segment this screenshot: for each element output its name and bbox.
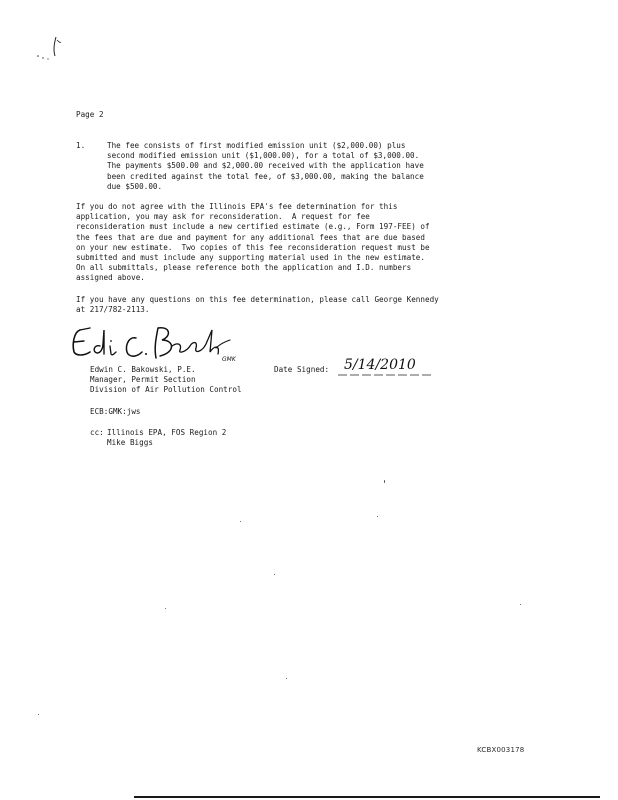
signer-block	[90, 365, 242, 396]
handwritten-date: 5/14/2010	[344, 357, 416, 373]
text-line: on your new estimate. Two copies of this fee reconsideration request must be	[76, 242, 430, 252]
list-item-number: 1.	[76, 141, 86, 150]
page-number-label: Page 2	[76, 110, 104, 119]
scan-speck	[377, 516, 378, 517]
text-line: If you have any questions on this fee determination, please call George Kennedy	[76, 295, 439, 304]
cc-recipient: Illinois EPA, FOS Region 2	[107, 428, 227, 437]
signer-division: Division of Air Pollution Control	[90, 385, 242, 395]
scan-speck	[165, 608, 166, 609]
scan-edge-line	[134, 796, 600, 798]
cc-recipient-list	[107, 428, 226, 448]
text-line: application, you may ask for reconsideration. A request for fee	[76, 212, 370, 222]
typist-initials: ECB:GMK:jws	[90, 407, 141, 416]
handwritten-signature	[66, 318, 266, 368]
scan-speck	[274, 574, 275, 575]
bates-number: KCBX003178	[477, 746, 525, 754]
scan-speck	[520, 604, 521, 605]
text-line: second modified emission unit ($1,000.00), for a total of $3,000.00.	[107, 151, 420, 161]
text-line: at 217/782-2113.	[76, 305, 150, 315]
scan-speck	[286, 678, 287, 679]
text-line: On all submittals, please reference both the application and I.D. numbers	[76, 263, 412, 273]
cc-label: cc:	[90, 428, 104, 437]
text-line: assigned above.	[76, 273, 145, 283]
handwritten-initials: GMK	[222, 356, 236, 363]
text-line: been credited against the total fee, of $3,000.00, making the balance	[107, 171, 424, 181]
cc-recipient: Mike Biggs	[107, 438, 153, 448]
list-item-text	[107, 141, 424, 192]
text-line: The fee consists of first modified emission unit ($2,000.00) plus	[107, 141, 406, 150]
text-line: reconsideration must include a new certified estimate (e.g., Form 197-FEE) of	[76, 222, 430, 232]
scan-speck	[240, 521, 241, 522]
scan-speck	[384, 480, 385, 483]
questions-paragraph	[76, 295, 439, 315]
signer-title: Manager, Permit Section	[90, 375, 196, 385]
text-line: the fees that are due and payment for any additional fees that are due based	[76, 232, 425, 242]
reconsideration-paragraph	[76, 202, 430, 284]
date-signed-label: Date Signed:	[274, 365, 330, 374]
signer-name: Edwin C. Bakowski, P.E.	[90, 365, 196, 374]
text-line: submitted and must include any supporting material used in the new estimate.	[76, 253, 425, 263]
date-signed-value	[338, 352, 438, 378]
scan-speck	[38, 714, 39, 715]
text-line: If you do not agree with the Illinois EPA's fee determination for this	[76, 202, 398, 211]
text-line: The payments $500.00 and $2,000.00 received with the application have	[107, 161, 424, 171]
scan-mark-icon	[30, 34, 70, 66]
text-line: due $500.00.	[107, 181, 163, 191]
